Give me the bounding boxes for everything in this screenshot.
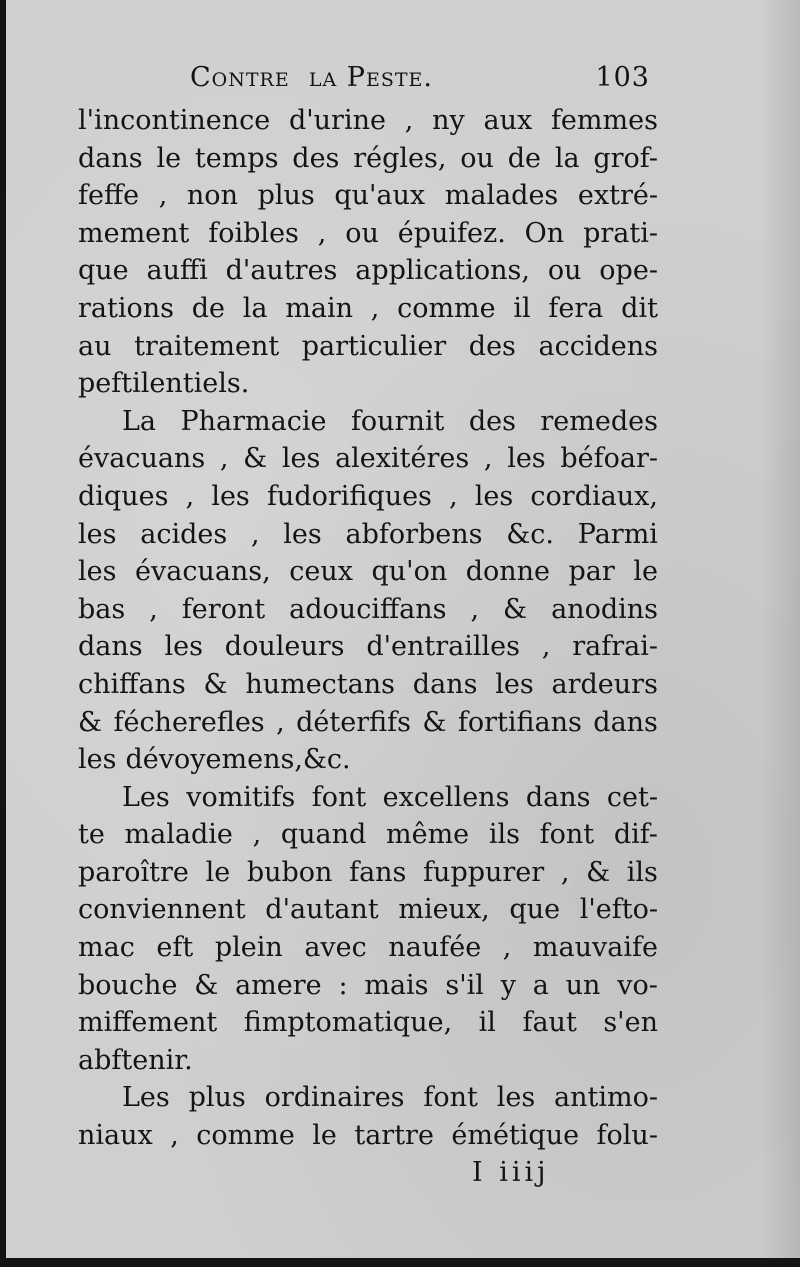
text-line (78, 328, 658, 366)
body-text (78, 102, 658, 1155)
signature-mark: I iiij (472, 1156, 550, 1188)
word: La (122, 405, 157, 437)
word: même (385, 819, 470, 851)
text-line (78, 704, 658, 742)
word: : (338, 969, 348, 1001)
word: rations (78, 292, 174, 324)
text-line (78, 779, 658, 817)
word: , (541, 631, 551, 663)
word: & (503, 593, 528, 625)
word: , (158, 180, 168, 212)
word: Parmi (577, 518, 658, 550)
word: , (219, 443, 229, 475)
word: douleurs (224, 631, 345, 663)
word: le (205, 856, 231, 888)
word: l'efto- (579, 894, 658, 926)
text-line (78, 440, 658, 478)
word: fortifians (457, 706, 582, 738)
word: & (243, 443, 268, 475)
word: s'en (603, 1007, 658, 1039)
word: vomitifs (186, 781, 296, 813)
text-line (78, 1079, 658, 1117)
word: régles, (353, 142, 447, 174)
word: excellens (382, 781, 510, 813)
word: grof- (593, 142, 658, 174)
word: font (311, 781, 367, 813)
word: mement (78, 217, 190, 249)
book-page (6, 0, 800, 1258)
word: les (495, 668, 534, 700)
text-line (78, 516, 658, 554)
word: malades (444, 180, 559, 212)
word: , (560, 856, 570, 888)
word: acides (140, 518, 228, 550)
word: des (292, 142, 340, 174)
word: quand (280, 819, 367, 851)
word: rafrai- (572, 631, 658, 663)
word: prati- (583, 217, 658, 249)
word: mais (364, 969, 429, 1001)
word: les (78, 744, 117, 776)
word: , (470, 593, 480, 625)
word: y (500, 969, 516, 1001)
word: qu'on (371, 556, 448, 588)
word: ny (432, 105, 465, 136)
word: fans (349, 856, 407, 888)
word: mac (78, 932, 135, 964)
word: folu- (596, 1120, 658, 1152)
running-head (78, 62, 658, 102)
word: béfoar- (560, 443, 658, 475)
signature-mark-block (78, 1157, 658, 1197)
word: antimo- (554, 1082, 658, 1114)
word: abforbens (345, 518, 483, 550)
word: les (78, 556, 117, 588)
text-line (78, 816, 658, 854)
page-edge-shadow (760, 0, 800, 1258)
text-line (78, 102, 658, 140)
word: que (78, 255, 129, 287)
word: naufée (388, 932, 482, 964)
word: , (250, 518, 260, 550)
word: dif- (613, 819, 658, 851)
word: la (554, 142, 580, 174)
word: ou (345, 217, 379, 249)
word: & (194, 969, 219, 1001)
word: mauvaife (532, 932, 658, 964)
text-line (78, 741, 658, 779)
word: te (78, 819, 105, 851)
word: ope- (599, 255, 658, 287)
word: les (496, 1082, 536, 1114)
word: , (370, 292, 380, 324)
word: alexitéres (335, 443, 470, 475)
word: ordinaires (264, 1082, 405, 1114)
word: dévoyemens,&c. (125, 744, 351, 776)
word: miffement (78, 1007, 218, 1039)
word: & (78, 706, 103, 738)
word: fécherefles (113, 706, 265, 738)
word: Les (122, 781, 170, 813)
word: des (468, 405, 516, 437)
word: , (276, 706, 285, 738)
word: comme (397, 292, 496, 324)
word: , (170, 1120, 179, 1152)
word: dans (78, 631, 143, 663)
word: ceux (289, 556, 353, 588)
word: la (242, 292, 268, 324)
word: traitement (134, 330, 280, 362)
word: vo- (617, 969, 658, 1001)
word: l'incontinence (78, 105, 271, 136)
word: les (78, 518, 117, 550)
word: abftenir. (78, 1044, 193, 1076)
word: bas (78, 593, 126, 625)
word: les (474, 480, 514, 512)
word: On (524, 217, 565, 249)
word: , (449, 480, 458, 512)
word: paroître (78, 856, 189, 888)
word: des (468, 330, 516, 362)
word: plus (257, 180, 315, 212)
word: bouche (78, 969, 178, 1001)
word: humectans (245, 668, 395, 700)
word: accidens (538, 330, 658, 362)
text-line (78, 666, 658, 704)
text-line (78, 929, 658, 967)
word: temps (194, 142, 279, 174)
page-number: 103 (595, 62, 650, 93)
word: les (211, 480, 250, 512)
word: évacuans, (134, 556, 271, 588)
text-line (78, 854, 658, 892)
word: le (156, 142, 182, 174)
word: niaux (78, 1120, 153, 1152)
word: ou (460, 142, 494, 174)
word: non (186, 180, 238, 212)
word: remedes (540, 405, 658, 437)
text-line (78, 1117, 658, 1155)
word: chiffans (78, 668, 186, 700)
word: adouciffans (289, 593, 447, 625)
word: , (317, 217, 327, 249)
word: cet- (606, 781, 658, 813)
word: de (507, 142, 541, 174)
word: a (532, 969, 549, 1001)
word: déterfifs (296, 706, 411, 738)
word: avec (304, 932, 367, 964)
word: un (565, 969, 601, 1001)
text-line (78, 478, 658, 516)
word: &c. (506, 518, 555, 550)
word: évacuans (78, 443, 206, 475)
word: ils (626, 856, 658, 888)
text-line (78, 553, 658, 591)
word: & (422, 706, 447, 738)
word: , (252, 819, 262, 851)
word: main (285, 292, 353, 324)
word: ou (547, 255, 582, 287)
word: aux (483, 105, 533, 136)
word: bubon (246, 856, 333, 888)
text-line (78, 1004, 658, 1042)
word: que (509, 894, 561, 926)
word: dans (525, 781, 591, 813)
word: dans (78, 142, 143, 174)
text-line (78, 177, 658, 215)
word: les (281, 443, 321, 475)
word: Pharmacie (180, 405, 327, 437)
word: extré- (577, 180, 658, 212)
text-line (78, 290, 658, 328)
word: par (568, 556, 615, 588)
word: , (404, 105, 414, 136)
word: dans (593, 706, 658, 738)
word: font (539, 819, 595, 851)
word: , (502, 932, 512, 964)
text-line (78, 628, 658, 666)
text-line (78, 140, 658, 178)
word: fera (548, 292, 604, 324)
word: fuppurer (423, 856, 545, 888)
word: d'entrailles (366, 631, 520, 663)
word: le (633, 556, 658, 588)
word: eft (156, 932, 194, 964)
word: au (78, 330, 112, 362)
word: les (507, 443, 546, 475)
word: de (191, 292, 226, 324)
word: faut (522, 1007, 577, 1039)
word: d'autant (265, 894, 379, 926)
word: d'autres (225, 255, 338, 287)
word: conviennent (78, 894, 246, 926)
word: applications, (355, 255, 530, 287)
word: épuifez. (397, 217, 506, 249)
word: & (586, 856, 611, 888)
text-line (78, 252, 658, 290)
word: feront (181, 593, 266, 625)
word: femmes (550, 105, 658, 136)
word: ils (488, 819, 520, 851)
word: diques (78, 480, 169, 512)
word: mieux, (398, 894, 490, 926)
word: & (203, 668, 228, 700)
word: font (423, 1082, 478, 1114)
word: peftilentiels. (78, 368, 250, 400)
word: feffe (78, 180, 140, 212)
text-line (78, 967, 658, 1005)
word: ardeurs (551, 668, 658, 700)
word: Les (122, 1082, 170, 1114)
word: , (483, 443, 493, 475)
word: cordiaux, (530, 480, 658, 512)
word: il (478, 1007, 496, 1039)
word: foibles (208, 217, 299, 249)
text-line (78, 891, 658, 929)
word: il (513, 292, 531, 324)
word: , (185, 480, 195, 512)
word: d'urine (288, 105, 386, 136)
word: dans (412, 668, 478, 700)
word: auffi (146, 255, 208, 287)
word: les (164, 631, 203, 663)
text-line (78, 215, 658, 253)
text-line (78, 403, 658, 441)
word: amere (235, 969, 322, 1001)
running-title: Contre la Peste. (190, 62, 433, 93)
word: dit (621, 292, 658, 324)
word: tartre (354, 1120, 434, 1152)
text-line (78, 365, 658, 403)
word: , (149, 593, 158, 625)
word: donne (465, 556, 551, 588)
word: fudorifiques (266, 480, 432, 512)
word: le (312, 1120, 337, 1152)
word: maladie (124, 819, 233, 851)
word: s'il (445, 969, 484, 1001)
text-line (78, 591, 658, 629)
word: comme (196, 1120, 295, 1152)
text-line (78, 1042, 658, 1080)
word: fimptomatique, (243, 1007, 453, 1039)
word: fournit (350, 405, 445, 437)
text-block (78, 62, 658, 1197)
word: émétique (451, 1120, 580, 1152)
word: particulier (301, 330, 447, 362)
word: qu'aux (334, 180, 426, 212)
word: plein (214, 932, 283, 964)
word: plus (188, 1082, 246, 1114)
word: les (283, 518, 322, 550)
word: anodins (551, 593, 658, 625)
